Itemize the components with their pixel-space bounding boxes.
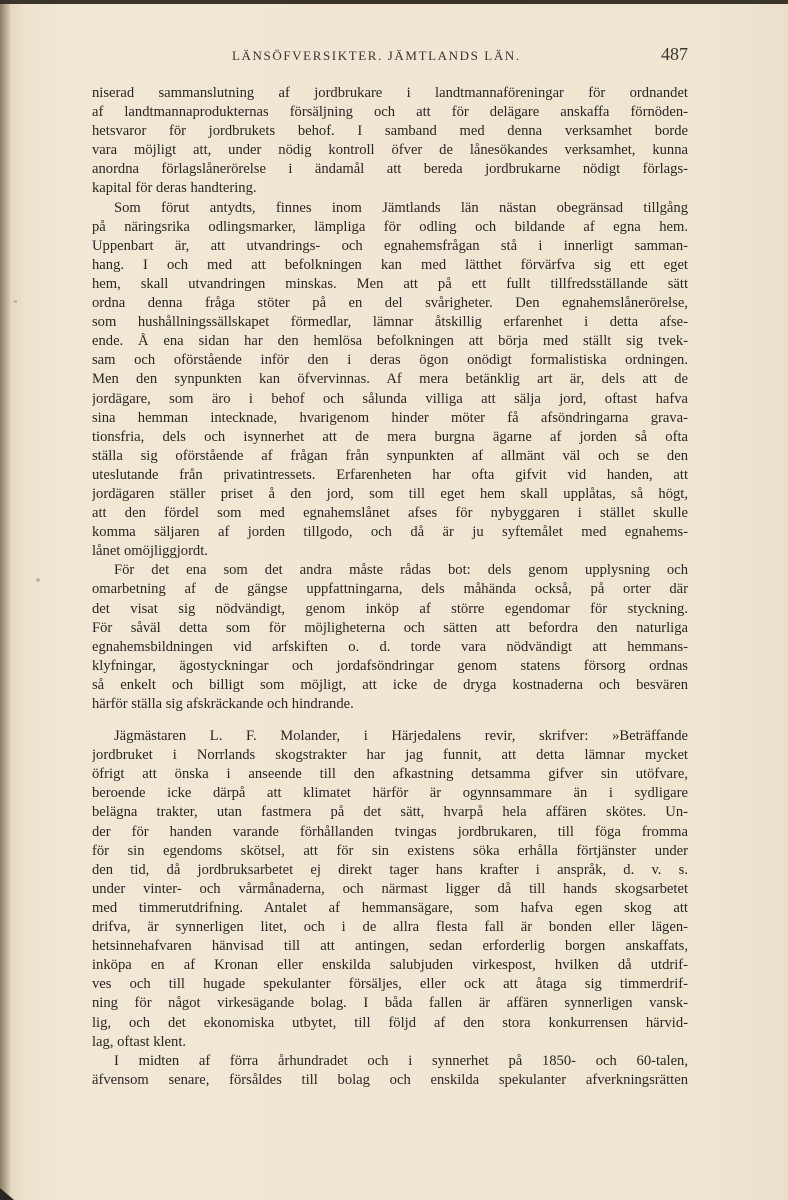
paragraph — [92, 1052, 688, 1090]
text-line: ning för något virkesägande bolag. I båda fallen är affären synnerligen vansk- — [92, 995, 688, 1012]
text-line: beroende icke därpå att klimatet härför är ogynnsammare än i sydligare — [92, 785, 688, 802]
text-line: öfrigt att önska i anseende till den afkastning detsamma gifver sin utöfvare, — [92, 766, 688, 783]
paragraph — [92, 199, 688, 562]
text-line: hetsinnehafvaren hänvisad till att antingen, sedan erforderlig borgen anskaffats, — [92, 938, 688, 955]
text-line: hetsvaror för jordbrukets behof. I samband med denna verksamhet borde — [92, 123, 688, 140]
text-line: på näringsrika odlingsmarker, lämpliga för odling och bildande af egna hem. — [92, 218, 688, 235]
text-line: drifva, är synnerligen litet, och i de allra flesta fall är bonden eller lägen- — [92, 919, 688, 936]
text-line: så enkelt och billigt som möjligt, att icke de dryga kostnaderna och besvären — [92, 676, 688, 693]
text-line: komma säljaren af jorden tillgodo, och då är ju syftemålet med egnahems- — [92, 524, 688, 541]
text-line: tionsfria, dels och isynnerhet att de mera burgna ägarne af jorden så ofta — [92, 428, 688, 445]
text-line: lig, och det ekonomiska utbytet, till följd af den stora konkurrensen härvid- — [92, 1014, 688, 1031]
text-line: att den fördel som med egnahemslånet afses för nybyggaren i stället skulle — [92, 505, 688, 522]
page-header — [92, 44, 688, 72]
text-line: För det ena som det andra måste rådas bot: dels genom upplysning och — [114, 562, 688, 579]
text-line: omarbetning af de gängse uppfattningarna, dels måhända också, på orter där — [92, 581, 688, 598]
text-line: uteslutande från privatintressets. Erfarenheten har ofta gifvit vid handen, att — [92, 466, 688, 483]
text-line: lag, oftast klent. — [92, 1033, 187, 1050]
paragraph — [92, 727, 688, 1052]
text-line: anordna förlagslånerörelse i ändamål att bereda jordbrukarne nödigt förlags- — [92, 161, 688, 178]
text-line: För såväl detta som för möjligheterna och sätten att befordra den naturliga — [92, 619, 688, 636]
page-number: 487 — [661, 44, 688, 64]
text-line: som hushållningssällskapet förmedlar, lämnar åtskillig erfarenhet i detta afse- — [92, 314, 688, 331]
text-line: sam och oförstående inför den i deras ögon onödigt formalistiska ordningen. — [92, 352, 688, 369]
paragraph-gap — [92, 714, 688, 727]
text-line: med timmerutdrifning. Antalet af hemmansägare, som hafva egen skog att — [92, 899, 688, 916]
text-line: jordägare, som äro i behof och sålunda villiga att sälja jord, oftast hafva — [92, 390, 688, 407]
text-line: ställa sig oförstående af frågan från synpunkten af allmänt väl och se den — [92, 447, 688, 464]
text-line: ordna denna fråga stöter på en del svårigheter. Den egnahemslånerörelse, — [92, 295, 688, 312]
text-line: Men den synpunkten kan öfvervinnas. Af mera betänklig art är, dels att de — [92, 371, 688, 388]
text-line: hang. I och med att befolkningen kan med lätthet förvärfva sig ett eget — [92, 256, 688, 273]
text-line: härför ställa sig afskräckande och hindrande. — [92, 696, 354, 712]
text-line: ende. Å ena sidan har den hemlösa befolkningen att börja med ställt sig tvek- — [92, 333, 688, 350]
text-line: under vinter- och vårmånaderna, och närmast ligger då till hands skogsarbetet — [92, 880, 688, 897]
text-line: belägna trakter, utan fastmera på det sätt, hvarpå hela affären skötes. Un- — [92, 804, 688, 821]
text-line: kapital för deras handtering. — [92, 180, 257, 197]
text-line: lånet omöjliggjordt. — [92, 543, 208, 560]
text-line: af landtmannaprodukternas försäljning och att för delägare anskaffa förnöden- — [92, 104, 688, 121]
text-line: Som förut antydts, finnes inom Jämtlands län nästan obegränsad tillgång — [114, 199, 688, 216]
text-line: Uppenbart är, att utvandrings- och egnahemsfrågan stå i innerligt samman- — [92, 237, 688, 254]
text-line: niserad sammanslutning af jordbrukare i landtmannaföreningar för ordnandet — [92, 85, 688, 101]
text-line: jordägaren ställer priset å den jord, som till eget hem skall upplåtas, så högt, — [92, 485, 688, 502]
top-rule — [0, 0, 788, 4]
paragraph — [92, 561, 688, 714]
text-line: hem, skall utvandringen minskas. Men att på ett fullt tillfredsställande sätt — [92, 275, 688, 292]
text-line: vara möjligt att, under nödig kontroll öfver de lånesökandes verksamhet, kunna — [92, 142, 688, 159]
text-line: för sin egendoms skötsel, att för sin existens söka erhålla förtjänster under — [92, 842, 688, 859]
corner-mark — [0, 1188, 14, 1200]
paragraph — [92, 84, 688, 199]
text-line: inköpa en af Kronan eller enskilda salubjuden virkespost, hvilken då utdrif- — [92, 957, 688, 974]
page-binding-edge — [0, 0, 10, 1200]
text-line: klyfningar, ägostyckningar och jordafsöndringar genom statens försorg ordnas — [92, 657, 688, 674]
text-line: den tid, då jordbruksarbetet ej direkt tager hans krafter i anspråk, d. v. s. — [92, 861, 688, 878]
text-line: Jägmästaren L. F. Molander, i Härjedalens revir, skrifver: »Beträffande — [114, 728, 688, 745]
text-line: jordbruket i Norrlands skogstrakter har jag funnit, att detta lämnar mycket — [92, 747, 688, 764]
body-text — [92, 84, 688, 1090]
text-line: äfvensom senare, försåldes till bolag och enskilda spekulanter afverkningsrätten — [92, 1071, 688, 1088]
text-line: der för handen varande förhållanden tvingas jordbrukaren, till föga fromma — [92, 823, 688, 840]
text-line: det visat sig nödvändigt, genom inköp af större egendomar för styckning. — [92, 600, 688, 617]
text-line: ves och till hugade spekulanter försäljes, eller ock att åtaga sig timmerdrif- — [92, 976, 688, 993]
paper-spot — [36, 578, 40, 582]
text-line: sina hemman intecknade, hvarigenom hinder möter få afsöndringarna grava- — [92, 409, 688, 426]
paper-spot — [14, 300, 17, 303]
running-head: LÄNSÖFVERSIKTER. JÄMTLANDS LÄN. — [232, 48, 521, 63]
text-line: I midten af förra århundradet och i synnerhet på 1850- och 60-talen, — [114, 1052, 688, 1069]
text-line: egnahemsbildningen vid arfskiften o. d. torde vara nödvändigt att hemmans- — [92, 638, 688, 655]
